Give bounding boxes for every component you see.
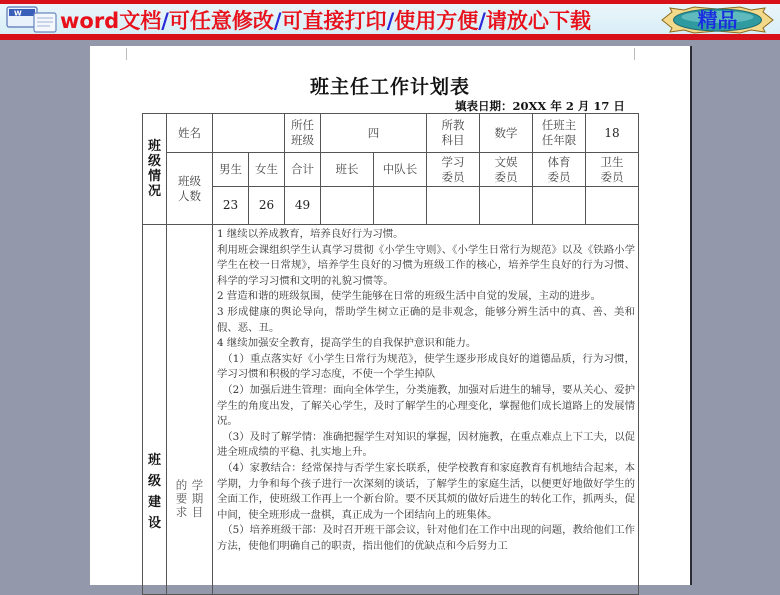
years-value: 18 — [586, 114, 639, 153]
value-male: 23 — [213, 187, 249, 225]
header-sports-rep: 体育委员 — [533, 153, 586, 187]
svg-text:W: W — [14, 9, 22, 18]
banner-slogan — [60, 6, 591, 36]
value-total: 49 — [285, 187, 321, 225]
banner-separator: / — [478, 9, 486, 33]
plan-paragraph: 利用班会课组织学生认真学习贯彻《小学生守则》、《小学生日常行为规范》以及《铁路小学学生在校一日常规》，培养学生良好的习惯为班级工作的核心，培养学生良好的行为习惯、科学的学习习惯和文明的礼貌习惯等。 — [217, 243, 635, 287]
banner-segment: 可任意修改 — [168, 9, 274, 33]
subject-label: 所教科目 — [427, 114, 480, 153]
name-label: 姓名 — [167, 114, 213, 153]
purpose-label-cell — [167, 225, 213, 595]
banner-separator: / — [386, 9, 395, 33]
header-arts-rep: 文娱委员 — [480, 153, 533, 187]
banner-segment: 使用方便 — [394, 9, 479, 33]
document-page — [90, 46, 692, 585]
subject-value: 数学 — [480, 114, 533, 153]
plan-paragraph: 3 形成健康的舆论导向，帮助学生树立正确的是非观念，能够分辨生活中的真、善、美和假、恶、丑。 — [217, 305, 635, 334]
class-building-table — [142, 224, 639, 595]
banner-segment: word文档 — [60, 9, 162, 33]
plan-paragraph: 2 营造和谐的班级氛围，使学生能够在日常的班级生活中自觉的发展，主动的进步。 — [217, 290, 601, 303]
page-title: 班主任工作计划表 — [309, 76, 470, 98]
header-squad-leader: 中队长 — [374, 153, 427, 187]
word-document-icon — [6, 6, 58, 34]
name-value — [213, 114, 285, 153]
years-label: 任班主任年限 — [533, 114, 586, 153]
value-study-rep — [427, 187, 480, 225]
plan-text — [213, 225, 638, 554]
plan-paragraph: （4）家教结合：经常保持与否学生家长联系，使学校教育和家庭教育有机地结合起来，本学期，力争和每个孩子进行一次深刻的谈话，了解学生的家庭生活，以便更好地做好学生的全面工作，使班级工作再上一个新台阶。要不厌其烦的做好后进生的转化工作，抓两头，促中间，使全班形成一盘棋，真正成为一个团结向上的班集体。 — [217, 461, 635, 521]
plan-paragraph: （3）及时了解学情：准确把握学生对知识的掌握，因材施教，在重点难点上下工夫，以促进全班成绩的平稳、扎实地上升。 — [217, 430, 635, 459]
promo-banner — [0, 0, 780, 40]
purpose-label: 学期目的要求 — [174, 479, 205, 520]
class-label: 所任班级 — [285, 114, 321, 153]
premium-badge — [660, 6, 775, 34]
value-arts-rep — [480, 187, 533, 225]
value-female: 26 — [249, 187, 285, 225]
plan-content — [213, 225, 639, 595]
header-total: 合计 — [285, 153, 321, 187]
plan-paragraph: 1 继续以养成教育，培养良好行为习惯。 — [217, 228, 404, 240]
section-label-class-info: 班级情况 — [143, 114, 167, 225]
banner-segment: 请放心下载 — [485, 9, 591, 33]
banner-separator: / — [161, 9, 169, 33]
badge-label: 精品 — [697, 8, 738, 32]
header-male: 男生 — [213, 153, 249, 187]
plan-paragraph: 4 继续加强安全教育，提高学生的自我保护意识和能力。 — [217, 337, 477, 350]
fill-date — [455, 98, 625, 114]
banner-segment: 可直接打印 — [281, 9, 387, 33]
plan-paragraph: （2）加强后进生管理：面向全体学生，分类施教，加强对后进生的辅导，要从关心、爱护学生的角度出发，了解关心学生，及时了解学生的心理变化，掌握他们成长道路上的发展情况。 — [217, 383, 635, 428]
plan-paragraph: （1）重点落实好《小学生日常行为规范》，使学生逐步形成良好的道德品质，行为习惯，学习习惯和积极的学习态度，不使一个学生掉队 — [217, 352, 635, 381]
header-monitor: 班长 — [321, 153, 374, 187]
class-info-table — [142, 113, 639, 225]
value-sports-rep — [533, 187, 586, 225]
header-study-rep: 学习委员 — [427, 153, 480, 187]
count-label: 班级人数 — [167, 153, 213, 225]
margin-mark — [126, 48, 127, 60]
class-value: 四 — [321, 114, 427, 153]
value-squad-leader — [374, 187, 427, 225]
margin-mark — [634, 48, 635, 60]
header-hygiene-rep: 卫生委员 — [586, 153, 639, 187]
header-female: 女生 — [249, 153, 285, 187]
plan-paragraph: （5）培养班级干部：及时召开班干部会议，针对他们在工作中出现的问题，教给他们工作方法，使他们明确自己的职责，指出他们的优缺点和今后努力工 — [217, 524, 635, 552]
fill-date-value: 20XX 年 2 月 17 日 — [512, 99, 625, 113]
value-hygiene-rep — [586, 187, 639, 225]
section-label-class-building: 班级建设 — [143, 225, 167, 595]
value-monitor — [321, 187, 374, 225]
banner-separator: / — [273, 9, 282, 33]
fill-date-label: 填表日期： — [455, 99, 513, 113]
